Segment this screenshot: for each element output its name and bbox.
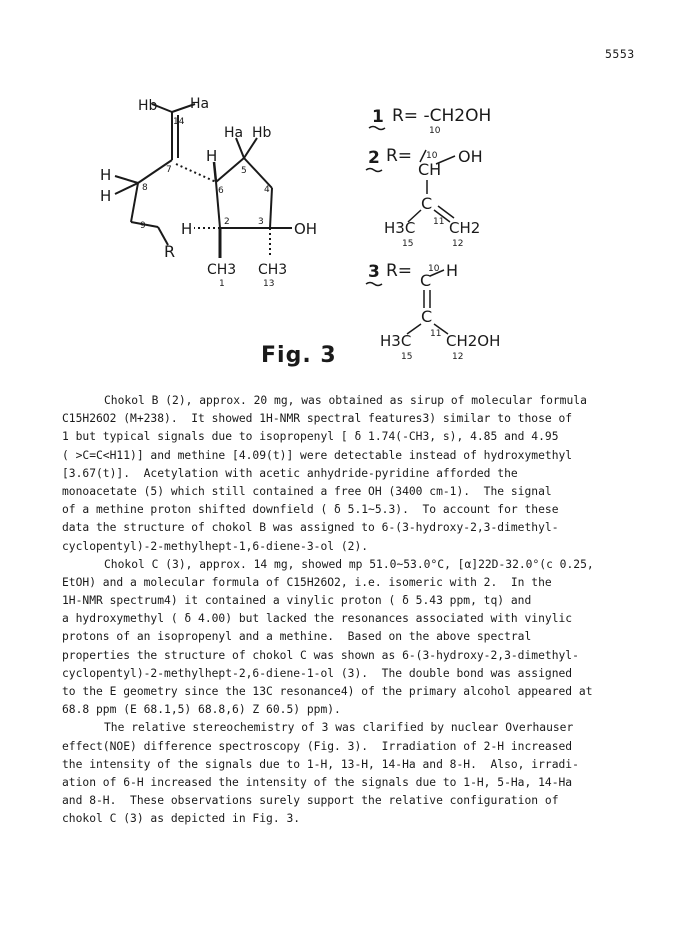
atom-number: 11 xyxy=(433,217,445,227)
atom-number: 12 xyxy=(452,239,464,249)
text-line: EtOH) and a molecular formula of C15H26O2, i.e. isomeric with 2. In the xyxy=(62,575,552,589)
atom-number: 3 xyxy=(258,217,264,227)
atom-number: 2 xyxy=(224,217,230,227)
atom-label: H xyxy=(181,220,193,238)
text-line: data the structure of chokol B was assigned to 6-(3-hydroxy-2,3-dimethyl- xyxy=(62,521,559,535)
text-line: of a methine proton shifted downfield ( δ 5.1~5.3). To account for these xyxy=(62,503,559,517)
atom-label: CH3 xyxy=(258,262,288,278)
atom-label: OH xyxy=(294,220,318,238)
text-line: a hydroxymethyl ( δ 4.00) but lacked the resonances associated with vinylic xyxy=(62,612,573,626)
text-line: to the E geometry since the 13C resonance4) of the primary alcohol appeared at xyxy=(62,685,593,698)
compound-label: 2 xyxy=(368,148,380,168)
compound-label: 3 xyxy=(368,262,380,282)
text-line: ation of 6-H increased the intensity of the signals due to 1-H, 5-Ha, 14-Ha xyxy=(62,775,573,789)
atom-label: Ha xyxy=(190,96,210,112)
atom-label: CH xyxy=(418,160,442,179)
atom-number: 13 xyxy=(263,279,275,289)
text-line: monoacetate (5) which still contained a free OH (3400 cm-1). The signal xyxy=(62,484,552,498)
figure-3 xyxy=(0,0,680,380)
substituent-prefix: R= xyxy=(386,146,413,166)
atom-number: 5 xyxy=(241,166,247,176)
text-line: Chokol B (2), approx. 20 mg, was obtained as sirup of molecular formula xyxy=(104,394,587,407)
body-text xyxy=(62,392,622,829)
text-line: C15H26O2 (M+238). It showed 1H-NMR spectral features3) similar to those of xyxy=(62,412,573,426)
structure-diagram xyxy=(0,0,680,380)
text-line: cyclopentyl)-2-methylhept-1,6-diene-3-ol (2). xyxy=(62,539,369,553)
atom-number: 4 xyxy=(264,185,270,195)
atom-number: 8 xyxy=(142,183,148,193)
atom-label: CH2 xyxy=(449,219,481,237)
text-line: effect(NOE) difference spectroscopy (Fig. 3). Irradiation of 2-H increased xyxy=(62,739,573,753)
atom-number: 12 xyxy=(452,352,464,362)
atom-number: 10 xyxy=(429,126,441,136)
atom-number: 7 xyxy=(166,165,172,175)
atom-label: C xyxy=(421,307,433,326)
atom-number: 9 xyxy=(140,221,146,231)
atom-number: 1 xyxy=(219,279,225,289)
atom-label: H xyxy=(206,147,218,165)
text-line: 1 but typical signals due to isopropenyl [ δ 1.74(-CH3, s), 4.85 and 4.95 xyxy=(62,430,559,444)
atom-label: Ha xyxy=(224,125,244,141)
atom-label: C xyxy=(420,271,432,290)
text-line: [3.67(t)]. Acetylation with acetic anhydride-pyridine afforded the xyxy=(62,466,518,480)
atom-label: H xyxy=(100,166,112,184)
substituent-prefix: R= xyxy=(386,261,413,281)
atom-label: Hb xyxy=(252,125,272,141)
atom-label: H3C xyxy=(380,332,412,350)
atom-label: R xyxy=(164,242,176,261)
text-line: 1H-NMR spectrum4) it contained a vinylic proton ( δ 5.43 ppm, tq) and xyxy=(62,594,532,608)
text-line: the intensity of the signals due to 1-H, 13-H, 14-Ha and 8-H. Also, irradi- xyxy=(62,757,579,771)
page-number: 5553 xyxy=(605,47,635,61)
atom-number: 14 xyxy=(173,117,185,127)
atom-label: H xyxy=(446,261,459,280)
atom-label: OH xyxy=(458,147,483,166)
atom-number: 6 xyxy=(218,186,224,196)
figure-caption: Fig. 3 xyxy=(261,343,337,368)
substituent-formula: R= -CH2OH xyxy=(392,106,492,126)
atom-label: H xyxy=(100,187,112,205)
compound-label: 1 xyxy=(372,107,384,127)
text-line: and 8-H. These observations surely support the relative configuration of xyxy=(62,794,559,808)
text-line: protons of an isopropenyl and a methine. Based on the above spectral xyxy=(62,630,532,644)
text-line: ( >C=C<H11)] and methine [4.09(t)] were detectable instead of hydroxymethyl xyxy=(62,448,573,462)
atom-number: 15 xyxy=(401,352,413,362)
atom-number: 11 xyxy=(430,329,442,339)
text-line: Chokol C (3), approx. 14 mg, showed mp 51.0~53.0°C, [α]22D-32.0°(c 0.25, xyxy=(104,557,594,571)
text-line: chokol C (3) as depicted in Fig. 3. xyxy=(62,812,301,826)
atom-number: 10 xyxy=(428,264,440,274)
atom-number: 15 xyxy=(402,239,414,249)
text-line: cyclopentyl)-2-methylhept-2,6-diene-1-ol (3). The double bond was assigned xyxy=(62,666,573,680)
atom-label: CH3 xyxy=(207,262,237,278)
atom-number: 10 xyxy=(426,151,438,161)
atom-label: C xyxy=(421,194,433,213)
text-line: The relative stereochemistry of 3 was clarified by nuclear Overhauser xyxy=(104,721,574,735)
atom-label: H3C xyxy=(384,219,416,237)
text-line: properties the structure of chokol C was shown as 6-(3-hydroxy-2,3-dimethyl- xyxy=(62,648,579,662)
atom-label: Hb xyxy=(138,98,158,114)
atom-label: CH2OH xyxy=(446,332,501,350)
text-line: 68.8 ppm (E 68.1,5) 68.8,6) Z 60.5) ppm). xyxy=(62,703,341,717)
